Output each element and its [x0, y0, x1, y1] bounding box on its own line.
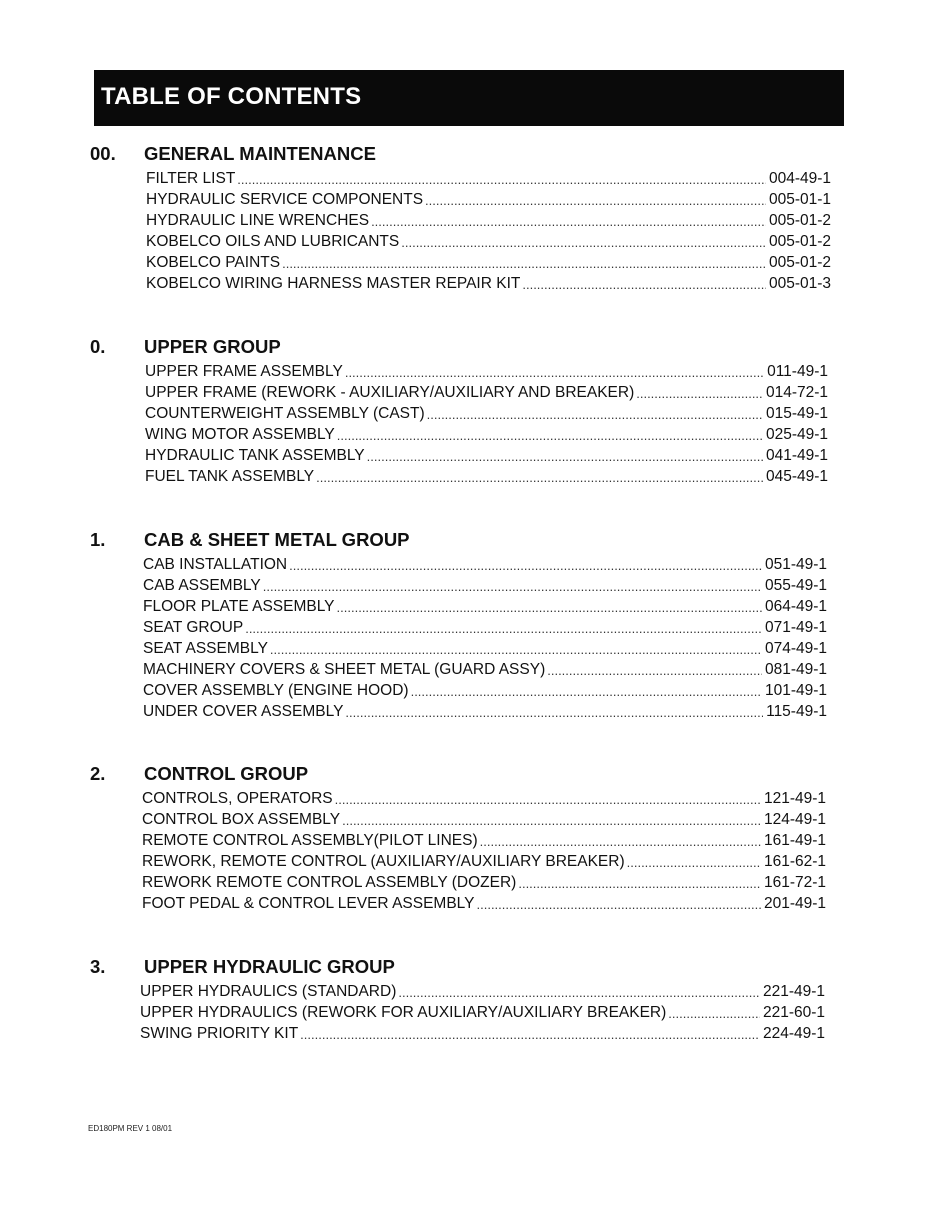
leader-dots — [522, 276, 766, 293]
leader-dots — [289, 557, 762, 574]
leader-dots — [335, 791, 761, 808]
toc-entry[interactable] — [140, 1022, 825, 1043]
entry-title: SEAT ASSEMBLY — [143, 640, 268, 657]
toc-entry[interactable] — [146, 230, 831, 251]
entry-title: WING MOTOR ASSEMBLY — [145, 426, 335, 443]
entry-page-number: 041-49-1 — [765, 447, 828, 464]
toc-entry[interactable] — [145, 465, 828, 486]
toc-entry[interactable] — [145, 360, 828, 381]
toc-entry[interactable] — [143, 595, 827, 616]
entry-page-number: 161-62-1 — [763, 853, 826, 870]
entry-page-number: 004-49-1 — [768, 170, 831, 187]
toc-entry[interactable] — [146, 272, 831, 293]
section-heading — [90, 956, 840, 980]
entry-page-number: 201-49-1 — [763, 895, 826, 912]
toc-entry[interactable] — [143, 637, 827, 658]
toc-entry[interactable] — [145, 423, 828, 444]
entry-title: UPPER HYDRAULICS (STANDARD) — [140, 983, 397, 1000]
leader-dots — [337, 599, 762, 616]
leader-dots — [282, 255, 766, 272]
entry-title: FUEL TANK ASSEMBLY — [145, 468, 315, 485]
entry-title: REWORK REMOTE CONTROL ASSEMBLY (DOZER) — [142, 874, 517, 891]
entry-page-number: 005-01-3 — [768, 275, 831, 292]
entry-page-number: 051-49-1 — [764, 556, 827, 573]
leader-dots — [668, 1005, 760, 1022]
entry-page-number: 005-01-2 — [768, 212, 831, 229]
toc-entry[interactable] — [146, 188, 831, 209]
entry-title: KOBELCO OILS AND LUBRICANTS — [146, 233, 400, 250]
entry-page-number: 005-01-1 — [768, 191, 831, 208]
entry-list — [146, 167, 831, 293]
entry-title: CONTROLS, OPERATORS — [142, 790, 333, 807]
entry-title: REWORK, REMOTE CONTROL (AUXILIARY/AUXILIARY BREAKER) — [142, 853, 625, 870]
entry-page-number: 101-49-1 — [764, 682, 827, 699]
leader-dots — [245, 620, 762, 637]
entry-list — [140, 980, 825, 1043]
section-title: UPPER GROUP — [144, 336, 281, 357]
entry-title: COUNTERWEIGHT ASSEMBLY (CAST) — [145, 405, 425, 422]
section-number: 00. — [90, 143, 116, 164]
entry-title: SWING PRIORITY KIT — [140, 1025, 299, 1042]
entry-title: HYDRAULIC TANK ASSEMBLY — [145, 447, 365, 464]
toc-entry[interactable] — [142, 808, 826, 829]
section-title: UPPER HYDRAULIC GROUP — [144, 956, 395, 977]
section-number: 1. — [90, 529, 106, 550]
toc-entry[interactable] — [146, 167, 831, 188]
leader-dots — [627, 854, 761, 871]
entry-title: MACHINERY COVERS & SHEET METAL (GUARD ASSY) — [143, 661, 546, 678]
footer-revision: ED180PM REV 1 08/01 — [88, 1124, 173, 1133]
leader-dots — [270, 641, 762, 658]
entry-title: FOOT PEDAL & CONTROL LEVER ASSEMBLY — [142, 895, 475, 912]
toc-entry[interactable] — [142, 892, 826, 913]
toc-entry[interactable] — [142, 829, 826, 850]
leader-dots — [342, 812, 761, 829]
entry-list — [142, 787, 826, 913]
title-bar — [94, 70, 844, 126]
toc-entry[interactable] — [145, 381, 828, 402]
toc-entry[interactable] — [145, 402, 828, 423]
leader-dots — [518, 875, 761, 892]
entry-page-number: 124-49-1 — [763, 811, 826, 828]
leader-dots — [547, 662, 762, 679]
section-number: 2. — [90, 763, 106, 784]
leader-dots — [237, 171, 766, 188]
entry-title: FILTER LIST — [146, 170, 236, 187]
entry-page-number: 221-60-1 — [762, 1004, 825, 1021]
entry-page-number: 071-49-1 — [764, 619, 827, 636]
entry-page-number: 025-49-1 — [765, 426, 828, 443]
section-title: CONTROL GROUP — [144, 763, 309, 784]
toc-entry[interactable] — [143, 553, 827, 574]
entry-page-number: 005-01-2 — [768, 254, 831, 271]
leader-dots — [345, 364, 764, 381]
toc-entry[interactable] — [143, 616, 827, 637]
toc-entry[interactable] — [140, 980, 825, 1001]
entry-title: HYDRAULIC LINE WRENCHES — [146, 212, 370, 229]
leader-dots — [398, 984, 760, 1001]
entry-page-number: 115-49-1 — [766, 703, 827, 720]
toc-entry[interactable] — [143, 679, 827, 700]
leader-dots — [316, 469, 763, 486]
section-heading — [90, 763, 840, 787]
leader-dots — [263, 578, 762, 595]
leader-dots — [411, 683, 762, 700]
entry-page-number: 074-49-1 — [764, 640, 827, 657]
section-heading — [90, 143, 840, 167]
entry-list — [143, 553, 827, 721]
leader-dots — [300, 1026, 760, 1043]
toc-entry[interactable] — [142, 871, 826, 892]
entry-page-number: 005-01-2 — [768, 233, 831, 250]
toc-entry[interactable] — [142, 787, 826, 808]
leader-dots — [427, 406, 763, 423]
leader-dots — [477, 896, 761, 913]
entry-page-number: 055-49-1 — [764, 577, 827, 594]
entry-title: CONTROL BOX ASSEMBLY — [142, 811, 341, 828]
leader-dots — [367, 448, 763, 465]
entry-title: REMOTE CONTROL ASSEMBLY(PILOT LINES) — [142, 832, 478, 849]
section-title: GENERAL MAINTENANCE — [144, 143, 376, 164]
entry-page-number: 045-49-1 — [765, 468, 828, 485]
entry-page-number: 161-49-1 — [763, 832, 826, 849]
leader-dots — [636, 385, 763, 402]
toc-entry[interactable] — [143, 574, 827, 595]
entry-title: UPPER HYDRAULICS (REWORK FOR AUXILIARY/AUXILIARY BREAKER) — [140, 1004, 667, 1021]
leader-dots — [425, 192, 766, 209]
entry-title: CAB ASSEMBLY — [143, 577, 261, 594]
entry-title: CAB INSTALLATION — [143, 556, 288, 573]
section-number: 3. — [90, 956, 106, 977]
entry-title: HYDRAULIC SERVICE COMPONENTS — [146, 191, 424, 208]
section-cab-sheet-metal-group — [90, 529, 840, 721]
toc-entry[interactable] — [142, 850, 826, 871]
entry-title: COVER ASSEMBLY (ENGINE HOOD) — [143, 682, 409, 699]
entry-title: KOBELCO PAINTS — [146, 254, 281, 271]
entry-page-number: 015-49-1 — [765, 405, 828, 422]
section-control-group — [90, 763, 840, 913]
entry-title: FLOOR PLATE ASSEMBLY — [143, 598, 335, 615]
toc-entry[interactable] — [146, 209, 831, 230]
page-title: TABLE OF CONTENTS — [101, 83, 362, 110]
entry-title: SEAT GROUP — [143, 619, 244, 636]
entry-page-number: 081-49-1 — [764, 661, 827, 678]
entry-title: UPPER FRAME (REWORK - AUXILIARY/AUXILIARY AND BREAKER) — [145, 384, 635, 401]
entry-list — [145, 360, 828, 486]
entry-page-number: 221-49-1 — [762, 983, 825, 1000]
leader-dots — [345, 704, 763, 721]
leader-dots — [337, 427, 763, 444]
entry-page-number: 014-72-1 — [765, 384, 828, 401]
section-number: 0. — [90, 336, 106, 357]
toc-entry[interactable] — [143, 658, 827, 679]
leader-dots — [480, 833, 761, 850]
entry-page-number: 161-72-1 — [763, 874, 826, 891]
entry-page-number: 011-49-1 — [767, 363, 828, 380]
section-heading — [90, 336, 840, 360]
entry-title: KOBELCO WIRING HARNESS MASTER REPAIR KIT — [146, 275, 521, 292]
section-upper-group — [90, 336, 840, 486]
toc-entry[interactable] — [143, 700, 827, 721]
section-general-maintenance — [90, 143, 840, 293]
section-title: CAB & SHEET METAL GROUP — [144, 529, 410, 550]
leader-dots — [371, 213, 766, 230]
entry-title: UPPER FRAME ASSEMBLY — [145, 363, 343, 380]
entry-page-number: 224-49-1 — [762, 1025, 825, 1042]
entry-page-number: 064-49-1 — [764, 598, 827, 615]
section-upper-hydraulic-group — [90, 956, 840, 1043]
toc-entry[interactable] — [145, 444, 828, 465]
toc-entry[interactable] — [140, 1001, 825, 1022]
leader-dots — [401, 234, 766, 251]
toc-entry[interactable] — [146, 251, 831, 272]
entry-title: UNDER COVER ASSEMBLY — [143, 703, 344, 720]
entry-page-number: 121-49-1 — [763, 790, 826, 807]
section-heading — [90, 529, 840, 553]
